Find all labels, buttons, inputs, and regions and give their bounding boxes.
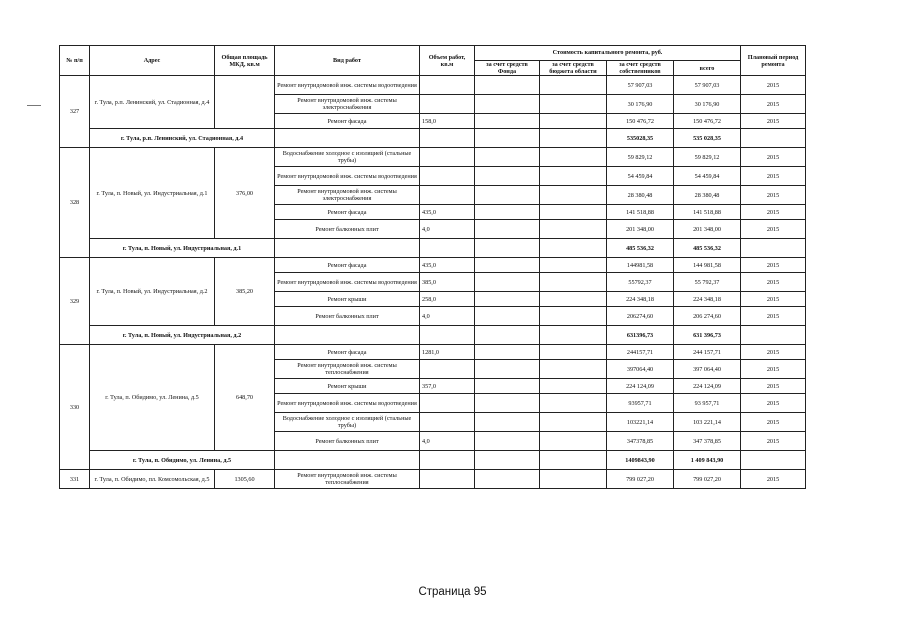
fund-cell (475, 470, 540, 489)
region-budget-cell (540, 205, 607, 220)
work-type-cell: Ремонт внутридомовой инж. системы электроснабжения (275, 95, 420, 114)
table-row (60, 470, 806, 489)
subtotal-address-cell: г. Тула, п. Новый, ул. Индустриальная, д.2 (90, 326, 275, 345)
table-row (60, 148, 806, 167)
work-type-cell: Ремонт внутридомовой инж. системы водоотведения (275, 167, 420, 186)
total-cost-cell: 28 380,48 (674, 186, 741, 205)
row-number: 328 (60, 148, 90, 258)
owners-cost-cell: 103221,14 (607, 413, 674, 432)
table-row (60, 258, 806, 273)
subtotal-owners-cell: 631396,73 (607, 326, 674, 345)
volume-cell: 4,0 (420, 307, 475, 326)
fund-cell (475, 432, 540, 451)
total-cost-cell: 93 957,71 (674, 394, 741, 413)
work-type-cell: Ремонт фасада (275, 345, 420, 360)
header-total: всего (674, 61, 741, 76)
subtotal-row (60, 451, 806, 470)
period-cell: 2015 (741, 258, 806, 273)
owners-cost-cell: 224 124,09 (607, 379, 674, 394)
period-cell: 2015 (741, 413, 806, 432)
subtotal-period-cell (741, 239, 806, 258)
fund-cell (475, 186, 540, 205)
fund-cell (475, 148, 540, 167)
region-budget-cell (540, 114, 607, 129)
volume-cell (420, 360, 475, 379)
region-budget-cell (540, 258, 607, 273)
period-cell: 2015 (741, 379, 806, 394)
subtotal-owners-cell: 1409843,90 (607, 451, 674, 470)
region-budget-cell (540, 76, 607, 95)
owners-cost-cell: 347378,85 (607, 432, 674, 451)
area-cell: 385,20 (215, 258, 275, 326)
margin-mark (27, 105, 41, 106)
volume-cell: 435,0 (420, 258, 475, 273)
volume-cell (420, 394, 475, 413)
owners-cost-cell: 224 348,18 (607, 292, 674, 307)
subtotal-region-cell (540, 239, 607, 258)
work-type-cell: Ремонт внутридомовой инж. системы электроснабжения (275, 186, 420, 205)
region-budget-cell (540, 470, 607, 489)
period-cell: 2015 (741, 167, 806, 186)
subtotal-fund-cell (475, 239, 540, 258)
total-cost-cell: 397 064,40 (674, 360, 741, 379)
header-num: № п/п (60, 46, 90, 76)
header-fund: за счет средств Фонда (475, 61, 540, 76)
owners-cost-cell: 30 176,90 (607, 95, 674, 114)
owners-cost-cell: 55792,37 (607, 273, 674, 292)
subtotal-address-cell: г. Тула, п. Обидимо, ул. Ленина, д.5 (90, 451, 275, 470)
region-budget-cell (540, 167, 607, 186)
period-cell: 2015 (741, 205, 806, 220)
volume-cell: 258,0 (420, 292, 475, 307)
table-body (60, 76, 806, 489)
work-type-cell: Ремонт внутридомовой инж. системы теплоснабжения (275, 470, 420, 489)
subtotal-period-cell (741, 451, 806, 470)
fund-cell (475, 345, 540, 360)
region-budget-cell (540, 148, 607, 167)
owners-cost-cell: 93957,71 (607, 394, 674, 413)
region-budget-cell (540, 307, 607, 326)
total-cost-cell: 55 792,37 (674, 273, 741, 292)
fund-cell (475, 292, 540, 307)
owners-cost-cell: 150 476,72 (607, 114, 674, 129)
region-budget-cell (540, 292, 607, 307)
owners-cost-cell: 57 907,03 (607, 76, 674, 95)
subtotal-address-cell: г. Тула, р.п. Ленинский, ул. Стадионная, д.4 (90, 129, 275, 148)
table-row (60, 76, 806, 95)
period-cell: 2015 (741, 345, 806, 360)
period-cell: 2015 (741, 470, 806, 489)
region-budget-cell (540, 186, 607, 205)
fund-cell (475, 167, 540, 186)
subtotal-region-cell (540, 326, 607, 345)
subtotal-work-cell (275, 326, 420, 345)
table-row (60, 345, 806, 360)
address-cell: г. Тула, п. Новый, ул. Индустриальная, д.1 (90, 148, 215, 239)
subtotal-fund-cell (475, 451, 540, 470)
total-cost-cell: 347 378,85 (674, 432, 741, 451)
header-work-type: Вид работ (275, 46, 420, 76)
fund-cell (475, 394, 540, 413)
total-cost-cell: 59 829,12 (674, 148, 741, 167)
region-budget-cell (540, 432, 607, 451)
address-cell: г. Тула, п. Обидимо, пл. Комсомольская, д.5 (90, 470, 215, 489)
fund-cell (475, 220, 540, 239)
volume-cell (420, 95, 475, 114)
fund-cell (475, 95, 540, 114)
region-budget-cell (540, 379, 607, 394)
fund-cell (475, 258, 540, 273)
work-type-cell: Ремонт внутридомовой инж. системы водоотведения (275, 273, 420, 292)
total-cost-cell: 244 157,71 (674, 345, 741, 360)
region-budget-cell (540, 220, 607, 239)
subtotal-fund-cell (475, 326, 540, 345)
subtotal-total-cell: 631 396,73 (674, 326, 741, 345)
subtotal-address-cell: г. Тула, п. Новый, ул. Индустриальная, д.1 (90, 239, 275, 258)
work-type-cell: Ремонт фасада (275, 205, 420, 220)
period-cell: 2015 (741, 76, 806, 95)
subtotal-fund-cell (475, 129, 540, 148)
subtotal-period-cell (741, 326, 806, 345)
row-number: 329 (60, 258, 90, 345)
subtotal-total-cell: 535 028,35 (674, 129, 741, 148)
region-budget-cell (540, 345, 607, 360)
header-volume: Объем работ, кв.м (420, 46, 475, 76)
fund-cell (475, 114, 540, 129)
volume-cell: 4,0 (420, 432, 475, 451)
volume-cell: 357,0 (420, 379, 475, 394)
fund-cell (475, 379, 540, 394)
total-cost-cell: 144 981,58 (674, 258, 741, 273)
volume-cell (420, 148, 475, 167)
period-cell: 2015 (741, 292, 806, 307)
subtotal-work-cell (275, 239, 420, 258)
total-cost-cell: 224 124,09 (674, 379, 741, 394)
capital-repair-table (59, 45, 806, 489)
address-cell: г. Тула, р.п. Ленинский, ул. Стадионная, д.4 (90, 76, 215, 129)
total-cost-cell: 57 907,03 (674, 76, 741, 95)
fund-cell (475, 273, 540, 292)
subtotal-total-cell: 1 409 843,90 (674, 451, 741, 470)
subtotal-volume-cell (420, 326, 475, 345)
volume-cell: 158,0 (420, 114, 475, 129)
work-type-cell: Ремонт внутридомовой инж. системы водоотведения (275, 394, 420, 413)
fund-cell (475, 413, 540, 432)
total-cost-cell: 103 221,14 (674, 413, 741, 432)
subtotal-work-cell (275, 451, 420, 470)
work-type-cell: Ремонт фасада (275, 258, 420, 273)
volume-cell: 435,0 (420, 205, 475, 220)
subtotal-volume-cell (420, 451, 475, 470)
work-type-cell: Водоснабжение холодное с изоляцией (стальные трубы) (275, 413, 420, 432)
page-number: Страница 95 (418, 586, 487, 598)
volume-cell: 4,0 (420, 220, 475, 239)
period-cell: 2015 (741, 394, 806, 413)
work-type-cell: Ремонт балконных плит (275, 307, 420, 326)
period-cell: 2015 (741, 432, 806, 451)
area-cell: 1305,60 (215, 470, 275, 489)
owners-cost-cell: 144981,58 (607, 258, 674, 273)
owners-cost-cell: 28 380,48 (607, 186, 674, 205)
volume-cell (420, 470, 475, 489)
owners-cost-cell: 141 518,88 (607, 205, 674, 220)
total-cost-cell: 224 348,18 (674, 292, 741, 307)
total-cost-cell: 30 176,90 (674, 95, 741, 114)
region-budget-cell (540, 394, 607, 413)
work-type-cell: Ремонт балконных плит (275, 432, 420, 451)
subtotal-volume-cell (420, 239, 475, 258)
row-number: 330 (60, 345, 90, 470)
period-cell: 2015 (741, 360, 806, 379)
region-budget-cell (540, 413, 607, 432)
total-cost-cell: 141 518,88 (674, 205, 741, 220)
fund-cell (475, 205, 540, 220)
subtotal-region-cell (540, 129, 607, 148)
header-region-budget: за счет средств бюджета области (540, 61, 607, 76)
volume-cell (420, 413, 475, 432)
region-budget-cell (540, 95, 607, 114)
total-cost-cell: 206 274,60 (674, 307, 741, 326)
total-cost-cell: 54 459,84 (674, 167, 741, 186)
area-cell: 648,70 (215, 345, 275, 451)
owners-cost-cell: 54 459,84 (607, 167, 674, 186)
fund-cell (475, 360, 540, 379)
address-cell: г. Тула, п. Новый, ул. Индустриальная, д.2 (90, 258, 215, 326)
volume-cell: 1281,0 (420, 345, 475, 360)
volume-cell (420, 76, 475, 95)
total-cost-cell: 799 027,20 (674, 470, 741, 489)
row-number: 331 (60, 470, 90, 489)
owners-cost-cell: 244157,71 (607, 345, 674, 360)
owners-cost-cell: 799 027,20 (607, 470, 674, 489)
period-cell: 2015 (741, 114, 806, 129)
volume-cell (420, 186, 475, 205)
period-cell: 2015 (741, 273, 806, 292)
fund-cell (475, 307, 540, 326)
area-cell: 376,00 (215, 148, 275, 239)
volume-cell (420, 167, 475, 186)
period-cell: 2015 (741, 186, 806, 205)
owners-cost-cell: 397064,40 (607, 360, 674, 379)
region-budget-cell (540, 360, 607, 379)
work-type-cell: Ремонт внутридомовой инж. системы водоотведения (275, 76, 420, 95)
row-number: 327 (60, 76, 90, 148)
volume-cell: 385,0 (420, 273, 475, 292)
header-period: Плановый период ремонта (741, 46, 806, 76)
region-budget-cell (540, 273, 607, 292)
work-type-cell: Ремонт балконных плит (275, 220, 420, 239)
total-cost-cell: 150 476,72 (674, 114, 741, 129)
header-area: Общая площадь МКД, кв.м (215, 46, 275, 76)
header-row-top (60, 46, 806, 61)
owners-cost-cell: 59 829,12 (607, 148, 674, 167)
area-cell (215, 76, 275, 129)
subtotal-work-cell (275, 129, 420, 148)
work-type-cell: Ремонт крыши (275, 292, 420, 307)
work-type-cell: Ремонт внутридомовой инж. системы теплоснабжения (275, 360, 420, 379)
owners-cost-cell: 201 348,00 (607, 220, 674, 239)
subtotal-region-cell (540, 451, 607, 470)
period-cell: 2015 (741, 95, 806, 114)
address-cell: г. Тула, п. Обидимо, ул. Ленина, д.5 (90, 345, 215, 451)
period-cell: 2015 (741, 307, 806, 326)
header-address: Адрес (90, 46, 215, 76)
subtotal-row (60, 239, 806, 258)
subtotal-owners-cell: 535028,35 (607, 129, 674, 148)
period-cell: 2015 (741, 220, 806, 239)
total-cost-cell: 201 348,00 (674, 220, 741, 239)
subtotal-owners-cell: 485 536,32 (607, 239, 674, 258)
subtotal-period-cell (741, 129, 806, 148)
period-cell: 2015 (741, 148, 806, 167)
subtotal-total-cell: 485 536,32 (674, 239, 741, 258)
subtotal-volume-cell (420, 129, 475, 148)
work-type-cell: Водоснабжение холодное с изоляцией (стальные трубы) (275, 148, 420, 167)
header-cost-group: Стоимость капитального ремонта, руб. (475, 46, 741, 61)
work-type-cell: Ремонт фасада (275, 114, 420, 129)
owners-cost-cell: 206274,60 (607, 307, 674, 326)
work-type-cell: Ремонт крыши (275, 379, 420, 394)
subtotal-row (60, 129, 806, 148)
subtotal-row (60, 326, 806, 345)
header-owners: за счет средств собственников (607, 61, 674, 76)
fund-cell (475, 76, 540, 95)
